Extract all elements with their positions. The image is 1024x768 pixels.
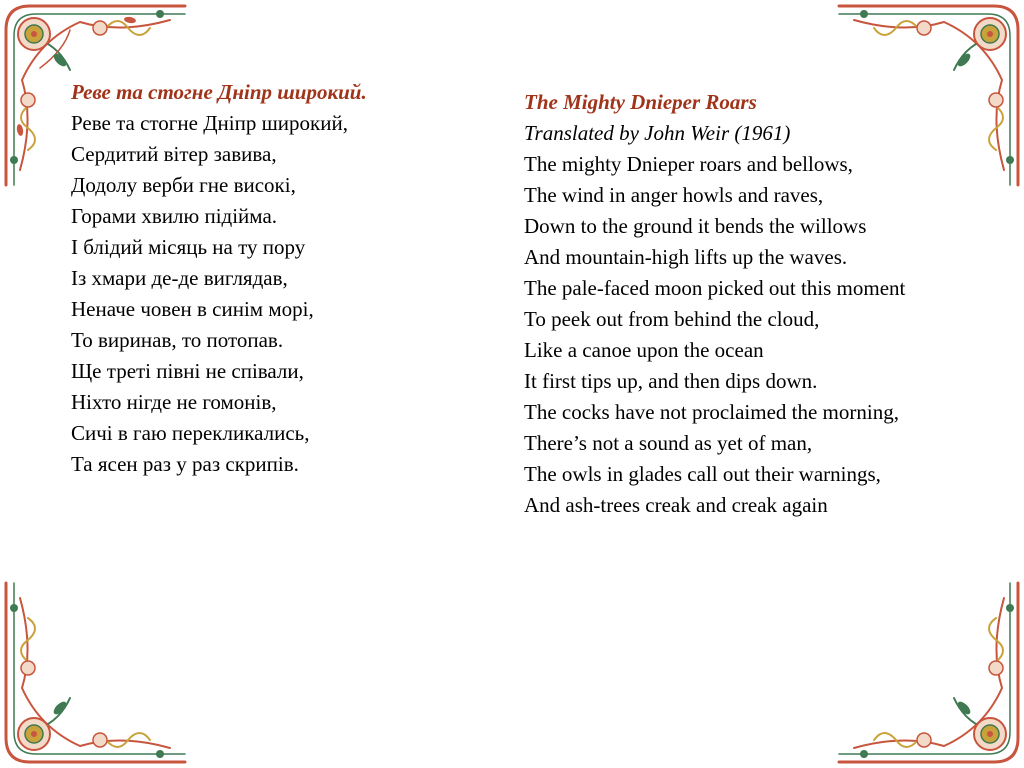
english-poem-line: The cocks have not proclaimed the morning,: [524, 400, 899, 424]
english-poem-line: And ash-trees creak and creak again: [524, 493, 828, 517]
ukrainian-poem-line: Та ясен раз у раз скрипів.: [71, 452, 299, 476]
english-poem-line: Like a canoe upon the ocean: [524, 338, 764, 362]
corner-ornament-bottom-right: [834, 578, 1024, 768]
ukrainian-poem-line: І блідий місяць на ту пору: [71, 235, 306, 259]
floral-corner-ornament-icon: [834, 578, 1024, 768]
corner-ornament-bottom-left: [0, 578, 190, 768]
ukrainian-poem-line: Ще треті півні не співали,: [71, 359, 304, 383]
english-poem-title: The Mighty Dnieper Roars: [524, 90, 757, 114]
english-poem-line: The wind in anger howls and raves,: [524, 183, 824, 207]
english-poem-line: The owls in glades call out their warnings,: [524, 462, 881, 486]
ukrainian-poem-line: Ніхто нігде не гомонів,: [71, 390, 277, 414]
english-poem-line: The mighty Dnieper roars and bellows,: [524, 152, 853, 176]
ukrainian-poem-line: Із хмари де-де виглядав,: [71, 266, 288, 290]
floral-corner-ornament-icon: [0, 578, 190, 768]
ukrainian-poem-line: Сердитий вітер завива,: [71, 142, 277, 166]
ukrainian-poem-line: Горами хвилю підійма.: [71, 204, 278, 228]
translator-credit: Translated by John Weir (1961): [524, 121, 791, 145]
english-translation: [524, 87, 978, 521]
english-poem-line: To peek out from behind the cloud,: [524, 307, 820, 331]
english-poem-line: And mountain-high lifts up the waves.: [524, 245, 848, 269]
ukrainian-poem-title: Реве та стогне Дніпр широкий.: [71, 80, 367, 104]
ukrainian-poem-line: То виринав, то потопав.: [71, 328, 284, 352]
ukrainian-poem-line: Реве та стогне Дніпр широкий,: [71, 111, 348, 135]
english-poem-line: The pale-faced moon picked out this moment: [524, 276, 906, 300]
ukrainian-poem-line: Сичі в гаю перекликались,: [71, 421, 310, 445]
ukrainian-poem-line: Додолу верби гне високі,: [71, 173, 296, 197]
english-poem-line: It first tips up, and then dips down.: [524, 369, 818, 393]
ukrainian-poem-line: Неначе човен в синім морі,: [71, 297, 314, 321]
english-poem-line: There’s not a sound as yet of man,: [524, 431, 813, 455]
ukrainian-poem: [71, 77, 471, 480]
english-poem-line: Down to the ground it bends the willows: [524, 214, 867, 238]
